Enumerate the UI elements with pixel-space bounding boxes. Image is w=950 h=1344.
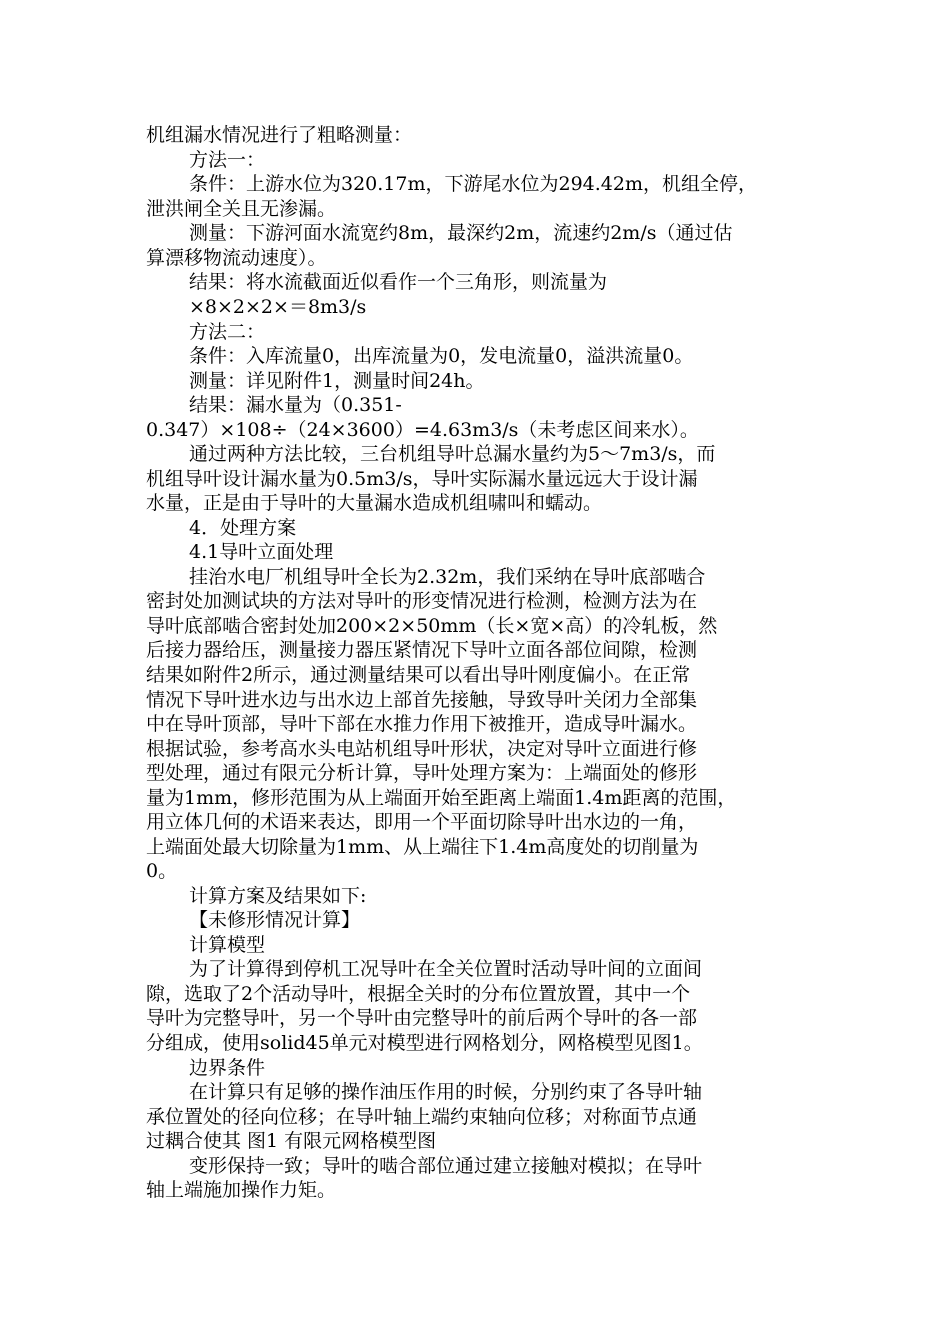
- text-line: 根据试验，参考高水头电站机组导叶形状，决定对导叶立面进行修: [146, 738, 698, 760]
- text-line: 为了计算得到停机工况导叶在全关位置时活动导叶间的立面间: [189, 958, 703, 980]
- text-line: 0。: [146, 860, 178, 882]
- text-line: 情况下导叶进水边与出水边上部首先接触，导致导叶关闭力全部集: [146, 689, 698, 711]
- text-line: 方法一：: [189, 149, 266, 171]
- text-line: 结果：漏水量为（0.351-: [189, 394, 402, 416]
- text-line: 结果：将水流截面近似看作一个三角形，则流量为: [189, 271, 608, 293]
- text-line: 用立体几何的术语来表达，即用一个平面切除导叶出水边的一角，: [146, 811, 698, 833]
- text-line: 机组导叶设计漏水量为0.5m3/s，导叶实际漏水量远远大于设计漏: [146, 468, 698, 490]
- subsection-heading: 计算模型: [189, 934, 266, 956]
- text-line: 水量，正是由于导叶的大量漏水造成机组啸叫和蠕动。: [146, 492, 603, 514]
- text-line: 方法二：: [189, 321, 266, 343]
- text-line: 后接力器给压，测量接力器压紧情况下导叶立面各部位间隙，检测: [146, 639, 698, 661]
- text-line: 通过两种方法比较，三台机组导叶总漏水量约为5～7m3/s，而: [189, 443, 716, 465]
- text-line: 计算方案及结果如下:: [189, 885, 367, 907]
- subsection-heading: 4.1导叶立面处理: [189, 541, 334, 563]
- subsection-heading: 【未修形情况计算】: [189, 909, 361, 931]
- text-line: 承位置处的径向位移；在导叶轴上端约束轴向位移；对称面节点通: [146, 1106, 698, 1128]
- text-line: 条件：入库流量0，出库流量为0，发电流量0，溢洪流量0。: [189, 345, 694, 367]
- text-line: 量为1mm，修形范围为从上端面开始至距离上端面1.4m距离的范围，: [146, 787, 737, 809]
- text-line: 变形保持一致；导叶的啮合部位通过建立接触对模拟；在导叶: [189, 1155, 703, 1177]
- text-line: 结果如附件2所示，通过测量结果可以看出导叶刚度偏小。在正常: [146, 664, 691, 686]
- text-line: 条件：上游水位为320.17m，下游尾水位为294.42m，机组全停，: [189, 173, 757, 195]
- text-line: 型处理，通过有限元分析计算，导叶处理方案为：上端面处的修形: [146, 762, 698, 784]
- text-line: 测量：下游河面水流宽约8m，最深约2m，流速约2m/s（通过估: [189, 222, 733, 244]
- text-line: 过耦合使其 图1 有限元网格模型图: [146, 1130, 437, 1152]
- text-line: 机组漏水情况进行了粗略测量：: [146, 124, 413, 146]
- text-line: 算漂移物流动速度）。: [146, 247, 327, 269]
- text-line: 隙，选取了2个活动导叶，根据全关时的分布位置放置，其中一个: [146, 983, 691, 1005]
- text-line: 上端面处最大切除量为1mm、从上端往下1.4m高度处的切削量为: [146, 836, 699, 858]
- text-line: 在计算只有足够的操作油压作用的时候，分别约束了各导叶轴: [189, 1081, 703, 1103]
- text-line: 中在导叶顶部，导叶下部在水推力作用下被推开，造成导叶漏水。: [146, 713, 698, 735]
- text-line: 挂治水电厂机组导叶全长为2.32m，我们采纳在导叶底部啮合: [189, 566, 706, 588]
- section-heading: 4．处理方案: [189, 517, 297, 539]
- text-line: 泄洪闸全关且无渗漏。: [146, 198, 337, 220]
- subsection-heading: 边界条件: [189, 1057, 266, 1079]
- text-line: ×8×2×2×＝8m3/s: [189, 296, 367, 318]
- text-line: 测量：详见附件1，测量时间24h。: [189, 370, 485, 392]
- text-line: 0.347）×108÷（24×3600）=4.63m3/s（未考虑区间来水）。: [146, 419, 699, 441]
- text-line: 导叶底部啮合密封处加200×2×50mm（长×宽×高）的冷轧板，然: [146, 615, 718, 637]
- text-line: 轴上端施加操作力矩。: [146, 1179, 337, 1201]
- text-line: 导叶为完整导叶，另一个导叶由完整导叶的前后两个导叶的各一部: [146, 1007, 698, 1029]
- text-line: 分组成，使用solid45单元对模型进行网格划分，网格模型见图1。: [146, 1032, 703, 1054]
- text-line: 密封处加测试块的方法对导叶的形变情况进行检测，检测方法为在: [146, 590, 698, 612]
